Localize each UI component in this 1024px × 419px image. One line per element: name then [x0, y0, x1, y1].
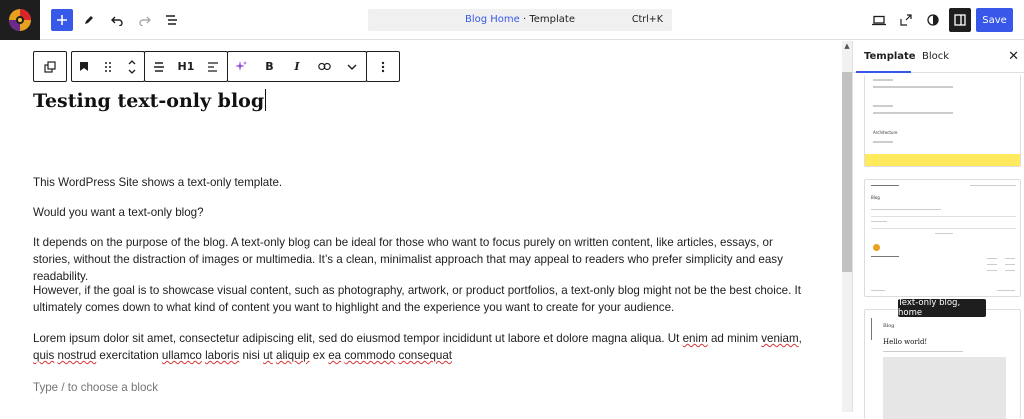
undo-icon	[111, 14, 124, 26]
settings-button[interactable]	[949, 8, 971, 32]
preview-blog-title: Blog	[883, 323, 895, 329]
preview-device-button[interactable]	[868, 9, 890, 31]
view-site-button[interactable]	[895, 9, 917, 31]
duplicate-icon	[44, 61, 56, 73]
contrast-icon	[927, 14, 939, 26]
spelling-error: ut	[263, 349, 273, 362]
preview-line	[997, 290, 1015, 291]
keyboard-shortcut: Ctrl+K	[631, 14, 663, 25]
paragraph-block[interactable]: It depends on the purpose of the blog. A text-only blog can be ideal for those who want to focus purely on written content, like articles, essays, or stories, without the distraction of images or multimedia. It’s a clean, minimalist approach that may appeal to readers who prefer simplicity and easy readability.	[33, 236, 783, 283]
block-type-group	[71, 51, 145, 82]
lorem-text: ad minim	[707, 332, 762, 345]
site-logo-icon[interactable]	[0, 0, 40, 40]
desktop-icon	[872, 15, 886, 26]
preview-highlight-band	[865, 154, 1021, 167]
preview-line	[873, 79, 893, 81]
preview-vertical-title	[871, 318, 872, 340]
lorem-text: ,	[798, 332, 802, 345]
external-link-icon	[900, 14, 912, 26]
spelling-error: ea	[328, 349, 342, 362]
block-options-button[interactable]	[372, 56, 394, 78]
preview-line	[871, 221, 887, 222]
spelling-error: nostrud	[57, 349, 97, 362]
editor-canvas[interactable]	[0, 41, 842, 412]
editor-top-bar	[0, 0, 1024, 40]
preview-line	[873, 141, 893, 143]
paragraph-block[interactable]: However, if the goal is to showcase visual content, such as photography, artwork, or product portfolios, a text-only blog might not be the best choice. It ultimately comes down to what kind of content you want to highlight and the experience you want to create for your audience.	[33, 284, 801, 314]
text-caret	[265, 89, 266, 111]
close-icon[interactable]: ✕	[1008, 49, 1019, 64]
preview-line	[935, 233, 953, 234]
preview-divider	[871, 216, 1016, 217]
spelling-error: commodo	[344, 349, 396, 362]
template-preview-card[interactable]	[864, 309, 1021, 419]
command-palette-bar[interactable]	[368, 9, 672, 31]
block-type-button[interactable]	[73, 56, 95, 78]
paragraph-block[interactable]: Would you want a text-only blog?	[33, 206, 204, 219]
text-align-button[interactable]	[202, 56, 224, 78]
template-preview-card[interactable]	[864, 179, 1021, 297]
preview-line	[871, 256, 899, 257]
preview-line	[987, 270, 997, 271]
text-align-icon	[207, 61, 219, 73]
heading-text: Testing text-only blog	[33, 90, 265, 112]
heading-level-button[interactable]: H1	[177, 60, 195, 73]
preview-line	[873, 112, 953, 114]
preview-line	[871, 290, 885, 291]
link-icon	[318, 62, 331, 71]
post-heading[interactable]	[33, 89, 266, 112]
template-tooltip: Text-only blog, home	[898, 299, 986, 317]
tools-button[interactable]	[78, 9, 100, 31]
save-button[interactable]: Save	[976, 8, 1013, 32]
preview-line	[871, 209, 941, 210]
lorem-paragraph-block[interactable]	[33, 330, 808, 364]
heading-settings-group	[144, 51, 228, 82]
pencil-icon	[83, 14, 95, 26]
block-mover[interactable]	[121, 56, 143, 78]
document-overview-button[interactable]	[160, 9, 182, 31]
preview-line	[883, 351, 963, 352]
tab-block[interactable]: Block	[922, 51, 950, 62]
template-type: · Template	[519, 14, 575, 25]
italic-button[interactable]: I	[294, 60, 300, 73]
spelling-error: ullamco	[161, 349, 202, 362]
document-title[interactable]	[368, 14, 672, 25]
add-block-button[interactable]	[51, 9, 73, 31]
chevron-up-down-icon	[127, 59, 137, 75]
sparkle-icon	[235, 60, 248, 73]
preview-logo	[873, 244, 880, 251]
more-rich-text-button[interactable]	[341, 56, 363, 78]
preview-line	[987, 264, 997, 265]
preview-line	[987, 258, 997, 259]
spelling-error: quis	[33, 349, 55, 362]
block-appender-placeholder[interactable]: Type / to choose a block	[33, 381, 159, 394]
bookmark-icon	[79, 61, 89, 72]
preview-line	[873, 105, 893, 107]
preview-line	[1005, 264, 1015, 265]
preview-line	[1005, 258, 1015, 259]
spelling-error: laboris	[205, 349, 240, 362]
preview-line	[873, 86, 953, 88]
template-link[interactable]: Blog Home	[465, 14, 520, 25]
spelling-error: enim	[682, 332, 708, 345]
sidebar-icon	[954, 14, 966, 26]
paragraph-block[interactable]: This WordPress Site shows a text-only template.	[33, 176, 283, 189]
drag-handle-icon	[104, 61, 112, 73]
preview-image-placeholder	[883, 357, 1006, 419]
link-button[interactable]	[314, 56, 336, 78]
redo-button[interactable]	[133, 9, 155, 31]
more-vertical-icon	[381, 61, 385, 73]
transform-button[interactable]	[39, 56, 61, 78]
undo-button[interactable]	[106, 9, 128, 31]
spelling-error: veniam	[761, 332, 799, 345]
scroll-up-arrow[interactable]: ▲	[844, 42, 850, 50]
formatting-group	[227, 51, 367, 82]
scrollbar-thumb[interactable]	[842, 72, 852, 272]
align-center-icon	[153, 61, 165, 73]
bold-button[interactable]: B	[265, 60, 274, 73]
spelling-error: aliquip	[276, 349, 310, 362]
preview-line	[871, 185, 899, 186]
preview-post-title: Hello world!	[883, 338, 928, 346]
ai-assistant-button[interactable]	[231, 56, 253, 78]
styles-button[interactable]	[922, 9, 944, 31]
redo-icon	[138, 14, 151, 26]
active-tab-indicator	[856, 71, 911, 73]
sidebar-tabs	[853, 41, 1024, 73]
chevron-down-icon	[347, 64, 357, 70]
preview-divider	[871, 228, 1016, 229]
tab-template[interactable]: Template	[864, 51, 916, 62]
drag-handle[interactable]	[97, 56, 119, 78]
template-preview-card[interactable]	[864, 75, 1021, 167]
options-group	[366, 51, 400, 82]
settings-sidebar	[852, 41, 1024, 412]
preview-line	[970, 185, 1016, 186]
preview-line	[1005, 270, 1015, 271]
list-view-icon	[165, 14, 178, 26]
spelling-error: consequat	[398, 349, 453, 362]
align-button[interactable]	[148, 56, 170, 78]
block-transform-group	[33, 51, 67, 82]
lorem-text: ex	[309, 349, 329, 362]
preview-blog-title: Blog	[871, 195, 880, 200]
plus-icon	[56, 14, 68, 26]
block-toolbar	[33, 51, 400, 82]
lorem-text: nisi	[239, 349, 264, 362]
lorem-text: exercitation	[96, 349, 162, 362]
preview-title: Architecture	[873, 130, 898, 135]
lorem-text: Lorem ipsum dolor sit amet, consectetur adipiscing elit, sed do eiusmod tempor incididunt ut labore et dolore magna aliqua. Ut	[33, 332, 683, 345]
